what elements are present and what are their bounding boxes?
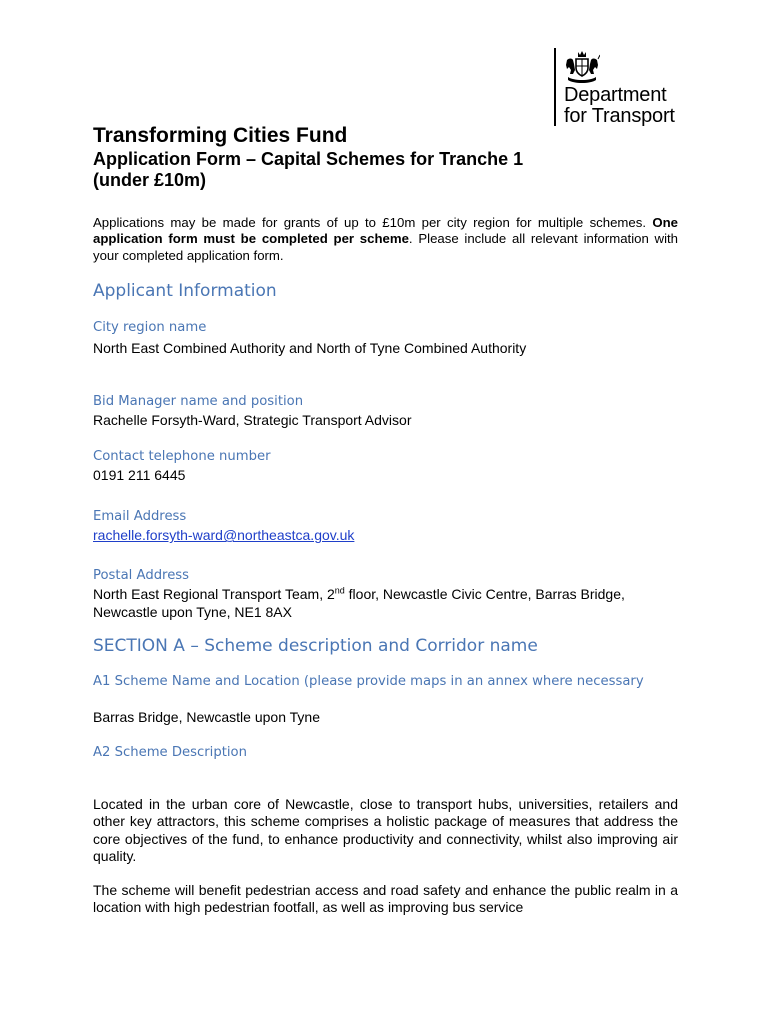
email-link[interactable]: rachelle.forsyth-ward@northeastca.gov.uk xyxy=(93,527,355,544)
dft-logo xyxy=(554,48,694,130)
intro-bold-text: One application form must be completed per scheme xyxy=(93,215,678,247)
postal-address-label: Postal Address xyxy=(93,568,190,584)
logo-line-1: Department xyxy=(564,84,667,106)
form-subtitle-line-1: Application Form – Capital Schemes for Tranche 1 xyxy=(93,149,524,169)
a1-label: A1 Scheme Name and Location (please provide maps in an annex where necessary xyxy=(93,674,644,690)
form-subtitle-line-2: (under £10m) xyxy=(93,170,207,190)
logo-wordmark xyxy=(564,85,675,127)
phone-value: 0191 211 6445 xyxy=(93,467,186,484)
phone-label: Contact telephone number xyxy=(93,449,271,465)
bid-manager-label: Bid Manager name and position xyxy=(93,394,304,410)
a2-paragraph-1: Located in the urban core of Newcastle, close to transport hubs, universities, retailers and other key attractors, this scheme comprises a holistic package of measures that address the core objectives of the fund, to enhance productivity and connectivity, whilst also improving air quality. xyxy=(93,796,678,864)
a1-value: Barras Bridge, Newcastle upon Tyne xyxy=(93,709,320,726)
postal-address-value xyxy=(93,585,678,621)
email-label: Email Address xyxy=(93,509,187,525)
logo-line-2: for Transport xyxy=(564,105,675,127)
section-a-heading: SECTION A – Scheme description and Corridor name xyxy=(93,636,538,657)
applicant-info-heading: Applicant Information xyxy=(93,281,277,302)
royal-crest-icon xyxy=(564,50,600,84)
postal-text-2: floor, Newcastle Civic Centre, Barras Bridge, Newcastle upon Tyne, NE1 8AX xyxy=(93,586,625,621)
intro-text-1: Applications may be made for grants of up to £10m per city region for multiple schemes. xyxy=(93,215,653,230)
form-content xyxy=(93,123,678,916)
city-region-value: North East Combined Authority and North of Tyne Combined Authority xyxy=(93,340,527,357)
postal-superscript: nd xyxy=(334,585,345,596)
postal-text-1: North East Regional Transport Team, 2 xyxy=(93,586,335,603)
intro-text-2: . Please include all relevant information with your completed application form. xyxy=(93,231,679,263)
email-value-wrapper xyxy=(93,526,678,544)
logo-divider xyxy=(554,48,556,126)
city-region-label: City region name xyxy=(93,320,207,336)
intro-paragraph xyxy=(93,215,678,264)
a2-paragraph-2: The scheme will benefit pedestrian access and road safety and enhance the public realm in a location with high pedestrian footfall, as well as improving bus service xyxy=(93,882,678,916)
bid-manager-value: Rachelle Forsyth-Ward, Strategic Transport Advisor xyxy=(93,412,412,429)
form-title: Transforming Cities Fund xyxy=(93,124,348,147)
a2-label: A2 Scheme Description xyxy=(93,745,247,761)
